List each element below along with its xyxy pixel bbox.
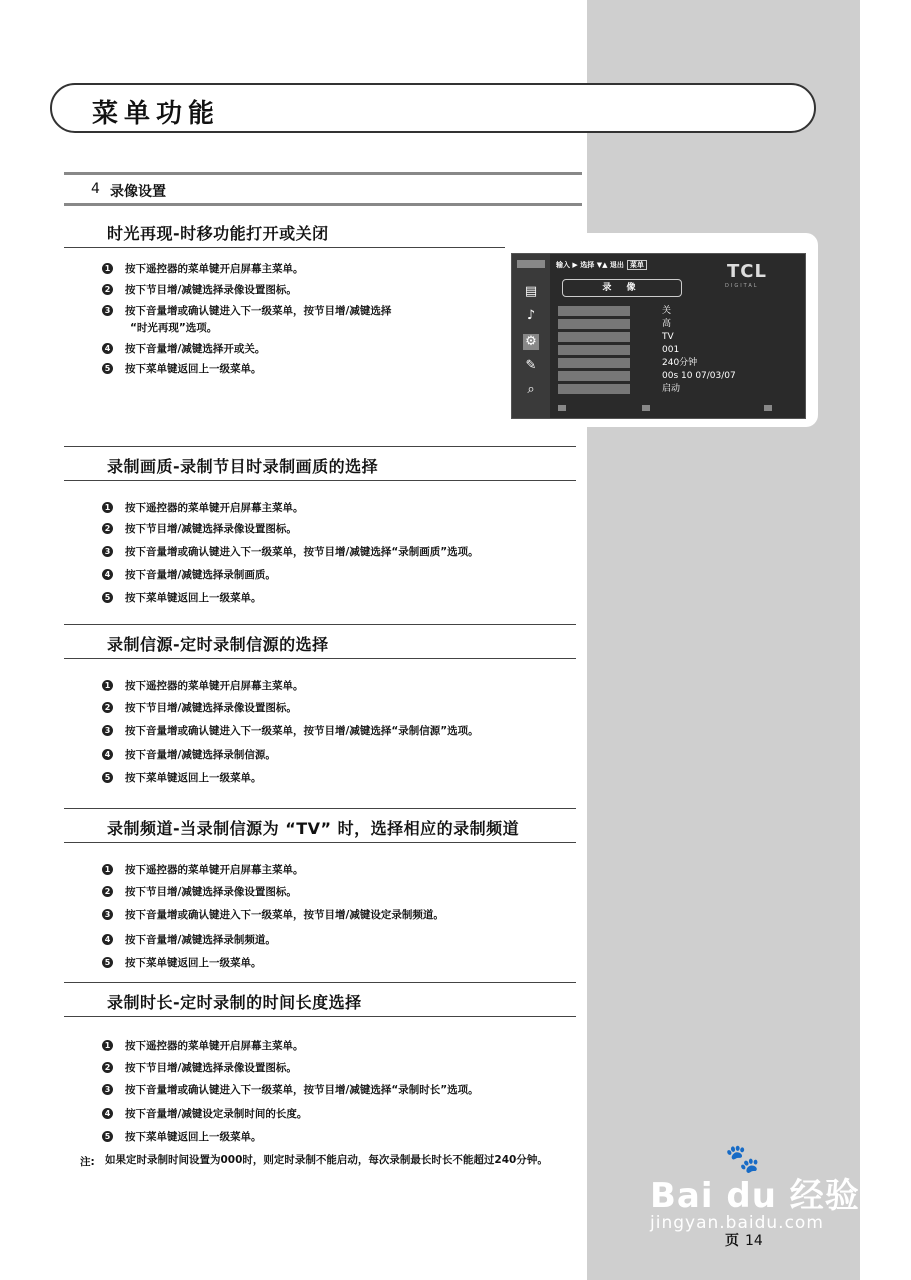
tv-menu-row (558, 319, 630, 329)
step-number-icon: 4 (102, 569, 113, 580)
step-item: 3 按下音量增或确认键进入下一级菜单，按节目增/减键选择“录制画质”选项。 (102, 544, 479, 559)
step-item: 4 按下音量增/减键设定录制时间的长度。 (102, 1106, 307, 1121)
section-title: 录像设置 (110, 184, 166, 200)
heading-rule (64, 480, 576, 481)
step-number-icon: 1 (102, 263, 113, 274)
tv-value: 启动 (662, 384, 681, 394)
step-number-icon: 5 (102, 957, 113, 968)
tv-tag (517, 260, 545, 268)
step-number-icon: 3 (102, 546, 113, 557)
tv-menu-row (558, 358, 630, 368)
step-item: 5 按下菜单键返回上一级菜单。 (102, 361, 262, 376)
step-number-icon: 5 (102, 363, 113, 374)
heading-rule (64, 658, 576, 659)
step-item: 4 按下音量增/减键选择录制频道。 (102, 932, 276, 947)
step-item: 2 按下节目增/减键选择录像设置图标。 (102, 1060, 297, 1075)
tv-menu-screenshot (505, 233, 818, 427)
step-number-icon: 4 (102, 343, 113, 354)
step-number-icon: 5 (102, 1131, 113, 1142)
note-text: 如果定时录制时间设置为000时，则定时录制不能启动，每次录制最长时长不能超过240分钟。 (105, 1154, 548, 1166)
step-number-icon: 1 (102, 864, 113, 875)
step-item: 2 按下节目增/减键选择录像设置图标。 (102, 521, 297, 536)
tv-menu-row (558, 371, 630, 381)
step-number-icon: 2 (102, 886, 113, 897)
step-number-icon: 4 (102, 1108, 113, 1119)
tcl-logo-sub: DIGITAL (725, 283, 759, 289)
heading-rule (64, 247, 576, 248)
tv-menu-tab: 录 像 (562, 279, 682, 297)
tv-value: 高 (662, 319, 672, 329)
step-number-icon: 4 (102, 749, 113, 760)
section-heading: 录制信源-定时录制信源的选择 (107, 635, 329, 654)
step-number-icon: 1 (102, 1040, 113, 1051)
step-number-icon: 5 (102, 772, 113, 783)
tv-menu-row (558, 332, 630, 342)
step-item: 1 按下遥控器的菜单键开启屏幕主菜单。 (102, 500, 304, 515)
step-item: 1 按下遥控器的菜单键开启屏幕主菜单。 (102, 678, 304, 693)
step-item: 4 按下音量增/减键选择开或关。 (102, 341, 265, 356)
record-settings-icon: ⚙ (523, 334, 539, 350)
picture-icon: ▤ (524, 284, 538, 299)
page-title: 菜单功能 (92, 99, 221, 129)
step-item: 1 按下遥控器的菜单键开启屏幕主菜单。 (102, 261, 304, 276)
step-item: 2 按下节目增/减键选择录像设置图标。 (102, 884, 297, 899)
step-item: 3 按下音量增或确认键进入下一级菜单，按节目增/减键选择 “时光再现”选项。 (102, 303, 391, 335)
heading-rule (64, 982, 576, 983)
step-number-icon: 5 (102, 592, 113, 603)
tv-value: 00s 10 07/03/07 (662, 371, 736, 381)
section-4-heading (64, 172, 582, 206)
step-item: 4 按下音量增/减键选择录制画质。 (102, 567, 276, 582)
watermark-url: jingyan.baidu.com (650, 1213, 824, 1233)
tv-menu-row (558, 345, 630, 355)
tv-value: TV (662, 332, 674, 342)
page-number: 页 14 (725, 1233, 763, 1249)
top-rule (64, 172, 582, 175)
step-item: 3 按下音量增或确认键进入下一级菜单，按节目增/减键选择“录制信源”选项。 (102, 723, 479, 738)
section-heading: 录制画质-录制节目时录制画质的选择 (107, 457, 379, 476)
step-item: 5 按下菜单键返回上一级菜单。 (102, 590, 262, 605)
step-item: 5 按下菜单键返回上一级菜单。 (102, 770, 262, 785)
tv-value: 001 (662, 345, 680, 355)
step-item: 1 按下遥控器的菜单键开启屏幕主菜单。 (102, 862, 304, 877)
section-heading: 录制时长-定时录制的时间长度选择 (107, 993, 362, 1012)
tcl-logo: TCL (727, 261, 767, 282)
wrench-icon: ✎ (525, 358, 537, 373)
step-item: 3 按下音量增或确认键进入下一级菜单，按节目增/减键设定录制频道。 (102, 907, 444, 922)
step-number-icon: 4 (102, 934, 113, 945)
tv-value: 240分钟 (662, 358, 698, 368)
step-number-icon: 1 (102, 502, 113, 513)
header-banner (50, 83, 816, 133)
watermark-main: Bai du 经验 (650, 1176, 860, 1216)
step-item: 2 按下节目增/减键选择录像设置图标。 (102, 700, 297, 715)
step-number-icon: 2 (102, 284, 113, 295)
heading-rule (64, 446, 576, 447)
step-number-icon: 3 (102, 909, 113, 920)
step-number-icon: 3 (102, 1084, 113, 1095)
search-icon: ⌕ (527, 382, 535, 397)
tv-menu-row (558, 306, 630, 316)
paw-icon: 🐾 (725, 1142, 760, 1175)
note-label: 注: (80, 1156, 95, 1168)
step-item: 3 按下音量增或确认键进入下一级菜单，按节目增/减键选择“录制时长”选项。 (102, 1082, 479, 1097)
step-number-icon: 2 (102, 702, 113, 713)
tv-bottom-hint (764, 404, 774, 412)
gray-side-panel (587, 0, 860, 1280)
step-number-icon: 2 (102, 1062, 113, 1073)
tv-hint-bar: 输入 ▶ 选择 ▼▲ 退出 菜单 (556, 260, 647, 270)
section-heading: 录制频道-当录制信源为 “TV” 时，选择相应的录制频道 (107, 819, 520, 838)
heading-rule (64, 624, 576, 625)
tv-icon-sidebar (512, 254, 550, 418)
tv-bottom-hint (642, 404, 652, 412)
step-item: 4 按下音量增/减键选择录制信源。 (102, 747, 276, 762)
section-heading: 时光再现-时移功能打开或关闭 (107, 224, 329, 243)
heading-rule (64, 1016, 576, 1017)
heading-rule (64, 842, 576, 843)
step-number-icon: 2 (102, 523, 113, 534)
step-number-icon: 1 (102, 680, 113, 691)
step-number-icon: 3 (102, 725, 113, 736)
tv-bottom-hint (558, 404, 568, 412)
step-item: 5 按下菜单键返回上一级菜单。 (102, 955, 262, 970)
step-number-icon: 3 (102, 305, 113, 316)
step-item: 5 按下菜单键返回上一级菜单。 (102, 1129, 262, 1144)
heading-rule (64, 808, 576, 809)
music-note-icon: ♪ (526, 308, 536, 323)
bottom-rule (64, 203, 582, 206)
tv-value: 关 (662, 306, 672, 316)
baidu-watermark (650, 1142, 860, 1238)
step-item: 1 按下遥控器的菜单键开启屏幕主菜单。 (102, 1038, 304, 1053)
tv-screen (511, 253, 806, 419)
tv-menu-row (558, 384, 630, 394)
section-number: 4 (91, 181, 100, 197)
step-item: 2 按下节目增/减键选择录像设置图标。 (102, 282, 297, 297)
